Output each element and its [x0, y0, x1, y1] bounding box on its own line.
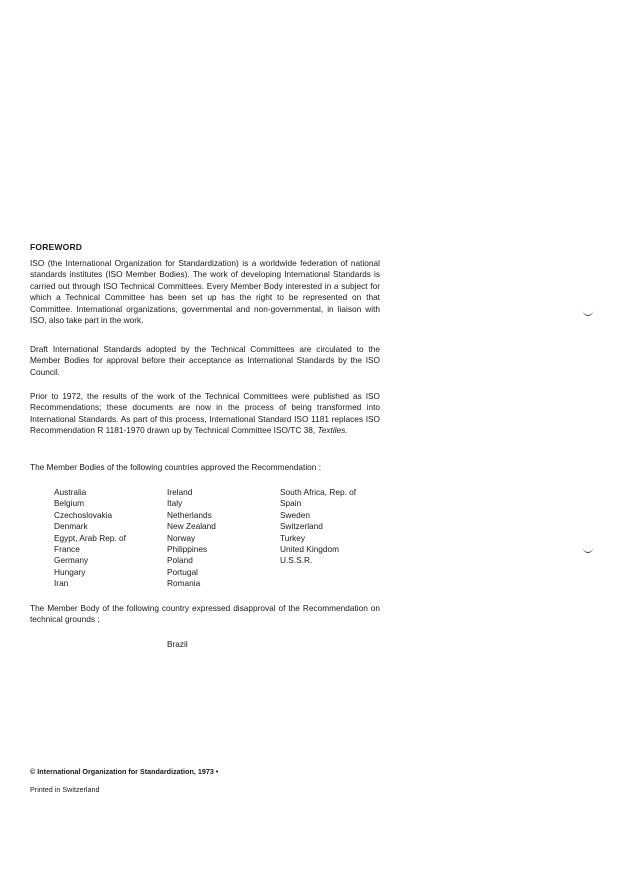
paragraph-iso-intro: ISO (the International Organization for Standardization) is a worldwide federation of national standards institutes (ISO Member Bodies). The work of developing International Standards is carried out through ISO Technical Committees. Every Member Body interested in a subject for which a Technical Committee has been set up has the right to be represented on that Committee. International organizations, governmental and non-governmental, in liaison with ISO, also take part in the work.: [30, 258, 380, 326]
paragraph-history-text: Prior to 1972, the results of the work of the Technical Committees were published as ISO Recommendations; these documents are now in the process of being transformed into International Standards. As part of this process, International Standard ISO 1181 replaces ISO Recommendation R 1181-1970 drawn up by Technical Committee ISO/TC 38,: [30, 391, 380, 436]
country-item: Australia: [54, 487, 87, 497]
country-item: Poland: [167, 555, 193, 566]
country-item: New Zealand: [167, 521, 216, 532]
country-item: South Africa, Rep. of: [280, 487, 357, 497]
country-item: Turkey: [280, 532, 306, 543]
margin-mark: [583, 547, 593, 553]
paragraph-disapproval: The Member Body of the following country expressed disapproval of the Recommendation on technical grounds :: [30, 603, 380, 625]
country-item: Denmark: [54, 521, 88, 532]
country-item: Belgium: [54, 498, 84, 509]
country-item: Philippines: [167, 543, 208, 554]
margin-mark: [583, 310, 593, 316]
countries-column-2: [167, 487, 216, 590]
country-item: Ireland: [167, 487, 193, 497]
country-item: Norway: [167, 532, 196, 543]
disapproving-country: Brazil: [167, 639, 188, 649]
paragraph-history: [30, 391, 380, 437]
country-item: Spain: [280, 498, 302, 509]
committee-name: Textiles.: [317, 425, 348, 436]
country-item: U.S.S.R.: [280, 555, 313, 566]
paragraph-approval-intro: The Member Bodies of the following countries approved the Recommendation :: [30, 462, 322, 472]
country-item: Hungary: [54, 566, 86, 577]
country-item: France: [54, 543, 80, 554]
country-item: Switzerland: [280, 521, 323, 532]
country-item: Germany: [54, 555, 89, 566]
country-item: Romania: [167, 578, 201, 589]
copyright-notice: © International Organization for Standardization, 1973 •: [30, 767, 219, 776]
countries-column-3: [280, 487, 356, 567]
country-item: Portugal: [167, 566, 198, 577]
country-item: Czechoslovakia: [54, 509, 113, 520]
country-item: Sweden: [280, 509, 310, 520]
paragraph-draft-standards: Draft International Standards adopted by the Technical Committees are circulated to the Member Bodies for approval before their acceptance as International Standards by the ISO Council.: [30, 344, 380, 377]
country-item: Netherlands: [167, 509, 212, 520]
country-item: Iran: [54, 578, 69, 589]
country-item: Egypt, Arab Rep. of: [54, 532, 126, 543]
printed-location: Printed in Switzerland: [30, 785, 100, 794]
country-item: United Kingdom: [280, 543, 340, 554]
foreword-heading: FOREWORD: [30, 242, 83, 252]
country-item: Italy: [167, 498, 183, 509]
countries-column-1: [54, 487, 126, 590]
